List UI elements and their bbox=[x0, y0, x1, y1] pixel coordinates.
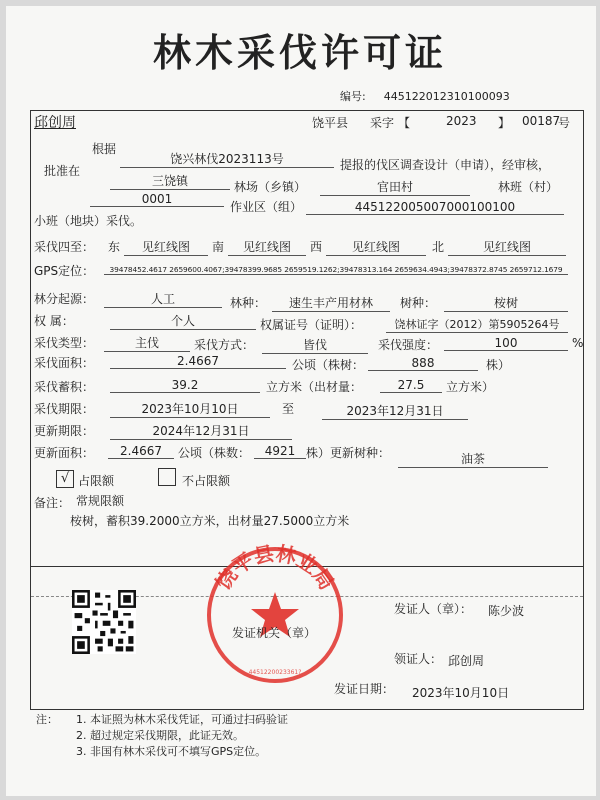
rights-label: 权 属： bbox=[34, 314, 74, 328]
period-end: 2023年12月31日 bbox=[322, 402, 468, 420]
renew-species: 油茶 bbox=[398, 450, 548, 468]
quota-checked-label: 占限额 bbox=[78, 474, 115, 488]
ref-year: 2023 bbox=[446, 114, 477, 128]
species-value: 桉树 bbox=[444, 294, 568, 312]
intensity-value: 100 bbox=[444, 336, 568, 351]
intensity-label: 采伐强度： bbox=[378, 338, 439, 352]
north-value: 见红线图 bbox=[448, 238, 566, 256]
gps-value: 39478452.4617 2659600.4067;39478399.9685 2659519.1262;39478313.164 2659634.4943;39478372.8745 2659712.1679 bbox=[104, 265, 568, 275]
renew-period-label: 更新期限： bbox=[34, 424, 95, 438]
ref-number: 00187 bbox=[522, 114, 561, 128]
ref-prefix: 采字 bbox=[370, 116, 395, 130]
note-item: 3. 非国有林木采伐可不填写GPS定位。 bbox=[76, 745, 267, 758]
ref-suffix: 号 bbox=[558, 116, 571, 130]
document-number bbox=[340, 88, 510, 104]
cert-value: 饶林证字（2012）第5905264号 bbox=[386, 316, 568, 333]
harvest-type-value: 主伐 bbox=[104, 334, 190, 352]
receiver-label: 领证人： bbox=[394, 652, 443, 666]
county: 饶平县 bbox=[312, 116, 349, 130]
gps-label: GPS定位： bbox=[34, 264, 95, 278]
work-area-label: 作业区（组） bbox=[230, 200, 303, 214]
document-number-label: 编号: bbox=[340, 90, 366, 103]
area-label: 采伐面积： bbox=[34, 356, 95, 370]
origin-value: 人工 bbox=[104, 290, 222, 308]
issue-date-label: 发证日期： bbox=[334, 682, 395, 696]
period-start: 2023年10月10日 bbox=[110, 400, 270, 418]
renew-period-value: 2024年12月31日 bbox=[110, 422, 292, 440]
work-area-code: 445122005007000100100 bbox=[306, 200, 564, 215]
east-label: 东 bbox=[108, 240, 121, 254]
boundaries-label: 采伐四至： bbox=[34, 240, 95, 254]
north-label: 北 bbox=[432, 240, 445, 254]
period-to: 至 bbox=[282, 402, 295, 416]
page-title: 林木采伐许可证 bbox=[152, 30, 447, 75]
harvest-type-label: 采伐类型： bbox=[34, 336, 95, 350]
harvest-method-value: 皆伐 bbox=[262, 336, 368, 354]
document-number-value: 445122012310100093 bbox=[383, 90, 510, 103]
rights-value: 个人 bbox=[110, 312, 256, 330]
xiaoban-label: 小班（地块）采伐。 bbox=[34, 214, 143, 228]
handwritten-name: 邱创周 bbox=[34, 115, 76, 131]
area-unit-label: 公顷（株树： bbox=[292, 358, 365, 372]
basis-label: 根据 bbox=[92, 142, 117, 156]
west-label: 西 bbox=[310, 240, 323, 254]
area-trees-unit: 株） bbox=[486, 358, 511, 372]
forest-type-value: 速生丰产用材林 bbox=[272, 294, 390, 312]
issuer-label: 发证人（章）： bbox=[394, 602, 473, 616]
area-value: 2.4667 bbox=[110, 354, 286, 369]
header-row bbox=[0, 110, 600, 132]
forest-farm-label: 林场（乡镇） bbox=[234, 180, 307, 194]
official-seal bbox=[200, 540, 350, 690]
forest-type-label: 林种： bbox=[230, 296, 267, 310]
renew-area-label: 更新面积： bbox=[34, 446, 95, 460]
approve-label: 批准在 bbox=[44, 164, 81, 178]
volume-value: 39.2 bbox=[110, 378, 260, 393]
remarks-line1: 常规限额 bbox=[76, 494, 125, 508]
remarks-line2: 桉树，蓄积39.2000立方米，出材量27.5000立方米 bbox=[70, 514, 350, 528]
quota-unchecked-label: 不占限额 bbox=[182, 474, 231, 488]
issue-date-value: 2023年10月10日 bbox=[412, 686, 510, 700]
west-value: 见红线图 bbox=[326, 238, 426, 256]
cert-label: 权属证号（证明）： bbox=[260, 318, 363, 332]
notes-section bbox=[36, 712, 288, 758]
renew-area-trees-unit: 株）更新树种： bbox=[306, 446, 391, 460]
origin-label: 林分起源： bbox=[34, 292, 95, 306]
remarks-label: 备注： bbox=[34, 496, 71, 510]
basis-text: 提报的伐区调查设计（申请），经审核， bbox=[340, 158, 551, 172]
svg-text:4451220023361?: 4451220023361? bbox=[248, 669, 302, 676]
authority-label: 发证机关（章） bbox=[232, 626, 317, 640]
basis-doc: 饶兴林伐2023113号 bbox=[120, 150, 334, 168]
forest-class-label: 林班（村） bbox=[498, 180, 559, 194]
ref-bracket-left: 【 bbox=[398, 116, 411, 130]
east-value: 见红线图 bbox=[124, 238, 208, 256]
south-label: 南 bbox=[212, 240, 225, 254]
renew-area-value: 2.4667 bbox=[108, 444, 174, 459]
volume-output: 27.5 bbox=[380, 378, 442, 393]
note-item: 2. 超过规定采伐期限，此证无效。 bbox=[76, 729, 244, 742]
volume-unit-label: 立方米（出材量： bbox=[266, 380, 363, 394]
volume-output-unit: 立方米） bbox=[446, 380, 495, 394]
south-value: 见红线图 bbox=[228, 238, 306, 256]
notes-label: 注： bbox=[36, 713, 58, 726]
town: 三饶镇 bbox=[110, 172, 230, 190]
note-item: 1. 本证照为林木采伐凭证，可通过扫码验证 bbox=[76, 713, 288, 726]
period-label: 采伐期限： bbox=[34, 402, 95, 416]
quota-checkbox-checked[interactable]: √ bbox=[56, 470, 74, 488]
svg-text:饶平县林业局: 饶平县林业局 bbox=[210, 541, 340, 595]
receiver-name: 邱创周 bbox=[448, 654, 485, 668]
harvest-method-label: 采伐方式： bbox=[194, 338, 255, 352]
village: 官田村 bbox=[320, 178, 470, 196]
intensity-unit: % bbox=[572, 336, 584, 350]
species-label: 树种： bbox=[400, 296, 437, 310]
area-trees: 888 bbox=[368, 356, 478, 371]
quota-checkbox-unchecked[interactable] bbox=[158, 468, 176, 486]
qr-code bbox=[72, 590, 136, 654]
issuer-name: 陈少波 bbox=[488, 604, 525, 618]
ref-bracket-right: 】 bbox=[498, 116, 511, 130]
class-number: 0001 bbox=[90, 192, 224, 207]
renew-area-unit-label: 公顷（株数： bbox=[178, 446, 251, 460]
renew-area-trees: 4921 bbox=[254, 444, 306, 459]
notes-list bbox=[76, 712, 476, 760]
volume-label: 采伐蓄积： bbox=[34, 380, 95, 394]
